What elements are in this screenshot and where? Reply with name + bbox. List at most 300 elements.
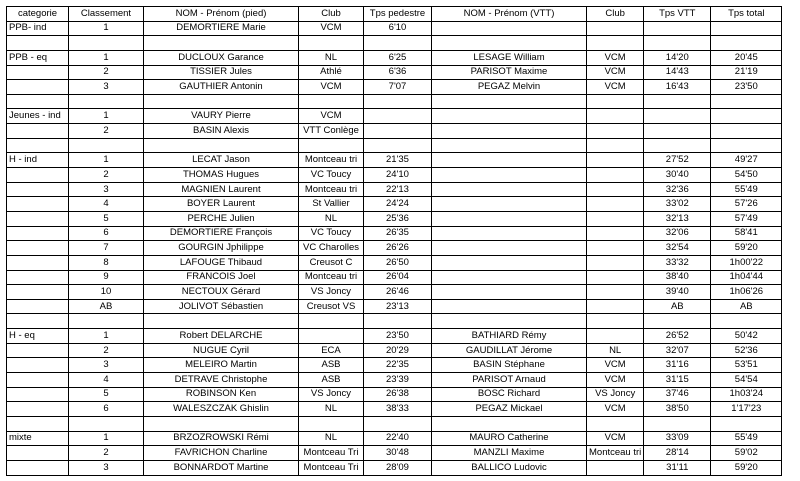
cell-club-pied: ASB bbox=[299, 358, 364, 373]
cell-nom-pied: MAGNIEN Laurent bbox=[144, 182, 299, 197]
cell-classement: 5 bbox=[69, 211, 144, 226]
cell-tps-pedestre bbox=[364, 314, 432, 329]
cell-classement: 5 bbox=[69, 387, 144, 402]
cell-tps-vtt: 32'06 bbox=[644, 226, 711, 241]
cell-nom-pied: GAUTHIER Antonin bbox=[144, 80, 299, 95]
cell-classement bbox=[69, 36, 144, 51]
cell-classement bbox=[69, 314, 144, 329]
cell-tps-total bbox=[711, 94, 782, 109]
cell-nom-vtt: BALLICO Ludovic bbox=[432, 460, 587, 475]
cell-tps-vtt: 33'02 bbox=[644, 197, 711, 212]
cell-nom-vtt: BASIN Stéphane bbox=[432, 358, 587, 373]
cell-club-pied: Montceau tri bbox=[299, 153, 364, 168]
table-row bbox=[7, 270, 782, 285]
cell-club-pied: ASB bbox=[299, 373, 364, 388]
header-nom-vtt: NOM - Prénom (VTT) bbox=[432, 7, 587, 22]
cell-nom-vtt: PEGAZ Melvin bbox=[432, 80, 587, 95]
cell-tps-pedestre: 24'10 bbox=[364, 168, 432, 183]
table-row bbox=[7, 241, 782, 256]
cell-classement: 1 bbox=[69, 109, 144, 124]
cell-tps-vtt: 38'50 bbox=[644, 402, 711, 417]
cell-categorie bbox=[7, 211, 69, 226]
cell-classement: 2 bbox=[69, 168, 144, 183]
cell-club-pied bbox=[299, 329, 364, 344]
cell-nom-vtt bbox=[432, 109, 587, 124]
table-row bbox=[7, 343, 782, 358]
cell-club-pied: Montceau tri bbox=[299, 270, 364, 285]
table-row bbox=[7, 226, 782, 241]
cell-tps-vtt bbox=[644, 416, 711, 431]
cell-categorie bbox=[7, 138, 69, 153]
cell-club-pied: Creusot VS bbox=[299, 299, 364, 314]
cell-club-pied bbox=[299, 138, 364, 153]
cell-club-vtt: VCM bbox=[587, 65, 644, 80]
cell-tps-total: 1h00'22 bbox=[711, 255, 782, 270]
cell-tps-vtt: 28'14 bbox=[644, 446, 711, 461]
cell-tps-pedestre: 30'48 bbox=[364, 446, 432, 461]
table-row bbox=[7, 416, 782, 431]
cell-categorie bbox=[7, 373, 69, 388]
cell-tps-total bbox=[711, 21, 782, 36]
table-row bbox=[7, 138, 782, 153]
cell-club-vtt bbox=[587, 211, 644, 226]
cell-nom-vtt bbox=[432, 168, 587, 183]
cell-nom-pied: BRZOZROWSKI Rémi bbox=[144, 431, 299, 446]
cell-club-pied bbox=[299, 314, 364, 329]
cell-nom-pied: DETRAVE Christophe bbox=[144, 373, 299, 388]
cell-nom-pied: WALESZCZAK Ghislin bbox=[144, 402, 299, 417]
cell-club-pied: VCM bbox=[299, 109, 364, 124]
cell-classement: 6 bbox=[69, 402, 144, 417]
cell-nom-pied: DEMORTIERE Marie bbox=[144, 21, 299, 36]
header-club-pied: Club bbox=[299, 7, 364, 22]
header-tps-pedestre: Tps pedestre bbox=[364, 7, 432, 22]
cell-categorie: H - ind bbox=[7, 153, 69, 168]
cell-club-vtt: VCM bbox=[587, 431, 644, 446]
cell-tps-pedestre: 38'33 bbox=[364, 402, 432, 417]
cell-tps-pedestre bbox=[364, 416, 432, 431]
cell-nom-pied: Robert DELARCHE bbox=[144, 329, 299, 344]
cell-tps-pedestre: 22'40 bbox=[364, 431, 432, 446]
table-row bbox=[7, 153, 782, 168]
table-row bbox=[7, 109, 782, 124]
cell-categorie bbox=[7, 168, 69, 183]
cell-nom-pied: LAFOUGE Thibaud bbox=[144, 255, 299, 270]
results-table bbox=[6, 6, 782, 476]
cell-club-pied: ECA bbox=[299, 343, 364, 358]
cell-classement: 1 bbox=[69, 50, 144, 65]
header-categorie: categorie bbox=[7, 7, 69, 22]
cell-nom-vtt: PARISOT Arnaud bbox=[432, 373, 587, 388]
cell-tps-vtt bbox=[644, 21, 711, 36]
cell-club-vtt bbox=[587, 109, 644, 124]
cell-categorie bbox=[7, 270, 69, 285]
cell-tps-vtt: 16'43 bbox=[644, 80, 711, 95]
cell-categorie bbox=[7, 65, 69, 80]
cell-club-pied: Montceau Tri bbox=[299, 460, 364, 475]
cell-club-vtt bbox=[587, 168, 644, 183]
cell-club-vtt: VCM bbox=[587, 80, 644, 95]
table-row bbox=[7, 197, 782, 212]
cell-tps-vtt: 31'15 bbox=[644, 373, 711, 388]
cell-nom-pied: THOMAS Hugues bbox=[144, 168, 299, 183]
cell-categorie bbox=[7, 299, 69, 314]
cell-tps-total: 21'19 bbox=[711, 65, 782, 80]
cell-club-pied bbox=[299, 36, 364, 51]
cell-nom-vtt: MANZLI Maxime bbox=[432, 446, 587, 461]
cell-tps-total bbox=[711, 416, 782, 431]
table-row bbox=[7, 402, 782, 417]
cell-classement: AB bbox=[69, 299, 144, 314]
table-row bbox=[7, 36, 782, 51]
cell-tps-total: 54'54 bbox=[711, 373, 782, 388]
cell-club-vtt bbox=[587, 36, 644, 51]
cell-nom-vtt bbox=[432, 124, 587, 139]
cell-nom-vtt bbox=[432, 241, 587, 256]
cell-nom-pied: VAURY Pierre bbox=[144, 109, 299, 124]
cell-club-vtt bbox=[587, 21, 644, 36]
cell-tps-total: 1h04'44 bbox=[711, 270, 782, 285]
cell-tps-vtt bbox=[644, 314, 711, 329]
cell-tps-pedestre: 26'46 bbox=[364, 285, 432, 300]
cell-nom-vtt: GAUDILLAT Jérome bbox=[432, 343, 587, 358]
cell-nom-pied: NUGUE Cyril bbox=[144, 343, 299, 358]
cell-tps-total bbox=[711, 314, 782, 329]
cell-tps-vtt: 37'46 bbox=[644, 387, 711, 402]
cell-club-vtt bbox=[587, 460, 644, 475]
cell-categorie bbox=[7, 255, 69, 270]
cell-club-vtt bbox=[587, 124, 644, 139]
cell-club-vtt: Montceau tri bbox=[587, 446, 644, 461]
cell-club-vtt: NL bbox=[587, 343, 644, 358]
cell-club-pied: VS Joncy bbox=[299, 387, 364, 402]
cell-tps-vtt bbox=[644, 109, 711, 124]
cell-nom-vtt: LESAGE William bbox=[432, 50, 587, 65]
cell-nom-vtt bbox=[432, 94, 587, 109]
cell-tps-pedestre: 26'50 bbox=[364, 255, 432, 270]
cell-categorie bbox=[7, 460, 69, 475]
cell-nom-vtt bbox=[432, 138, 587, 153]
cell-club-pied: VC Toucy bbox=[299, 226, 364, 241]
cell-club-vtt bbox=[587, 197, 644, 212]
cell-club-vtt bbox=[587, 255, 644, 270]
cell-club-pied: Creusot C bbox=[299, 255, 364, 270]
cell-classement bbox=[69, 138, 144, 153]
cell-tps-vtt: 33'32 bbox=[644, 255, 711, 270]
header-classement: Classement bbox=[69, 7, 144, 22]
cell-tps-vtt: 30'40 bbox=[644, 168, 711, 183]
cell-tps-pedestre: 23'50 bbox=[364, 329, 432, 344]
table-row bbox=[7, 358, 782, 373]
table-row bbox=[7, 80, 782, 95]
cell-tps-total: 59'20 bbox=[711, 460, 782, 475]
table-row bbox=[7, 94, 782, 109]
cell-categorie: mixte bbox=[7, 431, 69, 446]
cell-club-vtt bbox=[587, 299, 644, 314]
cell-club-vtt bbox=[587, 138, 644, 153]
cell-tps-pedestre: 7'07 bbox=[364, 80, 432, 95]
table-row bbox=[7, 314, 782, 329]
cell-club-pied: St Vallier bbox=[299, 197, 364, 212]
cell-classement: 3 bbox=[69, 460, 144, 475]
cell-club-vtt bbox=[587, 314, 644, 329]
cell-classement: 2 bbox=[69, 65, 144, 80]
cell-nom-vtt bbox=[432, 182, 587, 197]
cell-tps-total: 1h06'26 bbox=[711, 285, 782, 300]
cell-club-vtt bbox=[587, 285, 644, 300]
cell-classement: 2 bbox=[69, 343, 144, 358]
cell-nom-pied: DUCLOUX Garance bbox=[144, 50, 299, 65]
cell-tps-pedestre: 28'09 bbox=[364, 460, 432, 475]
cell-classement: 1 bbox=[69, 21, 144, 36]
cell-tps-total: 23'50 bbox=[711, 80, 782, 95]
header-row bbox=[7, 7, 782, 22]
cell-club-pied bbox=[299, 416, 364, 431]
cell-nom-vtt bbox=[432, 36, 587, 51]
cell-club-pied: Montceau tri bbox=[299, 182, 364, 197]
cell-club-vtt bbox=[587, 182, 644, 197]
cell-tps-total bbox=[711, 109, 782, 124]
cell-classement: 1 bbox=[69, 329, 144, 344]
cell-club-pied: Montceau Tri bbox=[299, 446, 364, 461]
cell-tps-pedestre: 23'39 bbox=[364, 373, 432, 388]
cell-tps-total: 1'17'23 bbox=[711, 402, 782, 417]
cell-nom-pied: BASIN Alexis bbox=[144, 124, 299, 139]
table-row bbox=[7, 299, 782, 314]
cell-nom-pied: NECTOUX Gérard bbox=[144, 285, 299, 300]
cell-tps-total: 57'49 bbox=[711, 211, 782, 226]
cell-classement: 3 bbox=[69, 80, 144, 95]
cell-tps-vtt: 26'52 bbox=[644, 329, 711, 344]
cell-nom-pied: LECAT Jason bbox=[144, 153, 299, 168]
cell-tps-pedestre: 6'10 bbox=[364, 21, 432, 36]
cell-tps-pedestre: 20'29 bbox=[364, 343, 432, 358]
cell-nom-vtt: PARISOT Maxime bbox=[432, 65, 587, 80]
cell-categorie bbox=[7, 285, 69, 300]
cell-tps-vtt: 39'40 bbox=[644, 285, 711, 300]
cell-tps-vtt bbox=[644, 94, 711, 109]
cell-club-vtt bbox=[587, 270, 644, 285]
cell-categorie bbox=[7, 446, 69, 461]
cell-tps-vtt: 32'13 bbox=[644, 211, 711, 226]
cell-nom-pied bbox=[144, 36, 299, 51]
cell-classement: 6 bbox=[69, 226, 144, 241]
cell-club-vtt: VS Joncy bbox=[587, 387, 644, 402]
table-row bbox=[7, 285, 782, 300]
cell-tps-vtt: 14'20 bbox=[644, 50, 711, 65]
cell-tps-pedestre bbox=[364, 109, 432, 124]
cell-tps-vtt bbox=[644, 36, 711, 51]
cell-classement: 4 bbox=[69, 197, 144, 212]
cell-nom-vtt bbox=[432, 255, 587, 270]
cell-classement: 3 bbox=[69, 358, 144, 373]
table-row bbox=[7, 373, 782, 388]
cell-nom-vtt bbox=[432, 299, 587, 314]
cell-tps-vtt: 27'52 bbox=[644, 153, 711, 168]
cell-tps-total: 1h03'24 bbox=[711, 387, 782, 402]
cell-tps-vtt bbox=[644, 124, 711, 139]
cell-tps-pedestre: 21'35 bbox=[364, 153, 432, 168]
cell-nom-pied bbox=[144, 138, 299, 153]
cell-classement: 10 bbox=[69, 285, 144, 300]
cell-classement: 4 bbox=[69, 373, 144, 388]
cell-tps-total: 49'27 bbox=[711, 153, 782, 168]
cell-categorie bbox=[7, 36, 69, 51]
cell-tps-total: 55'49 bbox=[711, 182, 782, 197]
header-club-vtt: Club bbox=[587, 7, 644, 22]
cell-classement: 1 bbox=[69, 153, 144, 168]
cell-tps-pedestre: 24'24 bbox=[364, 197, 432, 212]
cell-club-vtt bbox=[587, 329, 644, 344]
cell-tps-total: 57'26 bbox=[711, 197, 782, 212]
cell-tps-vtt: 14'43 bbox=[644, 65, 711, 80]
cell-classement: 3 bbox=[69, 182, 144, 197]
cell-nom-pied: PERCHE Julien bbox=[144, 211, 299, 226]
cell-club-pied: NL bbox=[299, 402, 364, 417]
table-row bbox=[7, 182, 782, 197]
cell-nom-pied: TISSIER Jules bbox=[144, 65, 299, 80]
cell-classement bbox=[69, 416, 144, 431]
cell-categorie bbox=[7, 226, 69, 241]
table-row bbox=[7, 65, 782, 80]
cell-club-pied: VTT Conlège bbox=[299, 124, 364, 139]
cell-categorie bbox=[7, 80, 69, 95]
cell-tps-total: AB bbox=[711, 299, 782, 314]
cell-tps-total: 54'50 bbox=[711, 168, 782, 183]
cell-tps-pedestre: 6'25 bbox=[364, 50, 432, 65]
cell-tps-total bbox=[711, 124, 782, 139]
cell-categorie: Jeunes - ind bbox=[7, 109, 69, 124]
cell-tps-total: 50'42 bbox=[711, 329, 782, 344]
cell-club-pied: VC Charolles bbox=[299, 241, 364, 256]
table-row bbox=[7, 460, 782, 475]
cell-nom-vtt: PEGAZ Mickael bbox=[432, 402, 587, 417]
cell-club-vtt: VCM bbox=[587, 50, 644, 65]
cell-tps-pedestre bbox=[364, 138, 432, 153]
table-row bbox=[7, 387, 782, 402]
header-tps-total: Tps total bbox=[711, 7, 782, 22]
cell-tps-vtt: 32'36 bbox=[644, 182, 711, 197]
cell-tps-pedestre bbox=[364, 124, 432, 139]
cell-tps-total: 53'51 bbox=[711, 358, 782, 373]
cell-nom-vtt bbox=[432, 211, 587, 226]
cell-classement: 1 bbox=[69, 431, 144, 446]
cell-tps-pedestre: 25'36 bbox=[364, 211, 432, 226]
cell-classement: 9 bbox=[69, 270, 144, 285]
cell-tps-vtt: 31'11 bbox=[644, 460, 711, 475]
cell-tps-total: 59'02 bbox=[711, 446, 782, 461]
cell-tps-pedestre: 26'35 bbox=[364, 226, 432, 241]
cell-categorie bbox=[7, 402, 69, 417]
cell-tps-total bbox=[711, 138, 782, 153]
cell-tps-pedestre: 23'13 bbox=[364, 299, 432, 314]
cell-nom-vtt bbox=[432, 416, 587, 431]
cell-club-pied: VCM bbox=[299, 21, 364, 36]
cell-tps-vtt: 31'16 bbox=[644, 358, 711, 373]
cell-nom-vtt bbox=[432, 153, 587, 168]
cell-tps-vtt: 32'54 bbox=[644, 241, 711, 256]
cell-tps-pedestre: 6'36 bbox=[364, 65, 432, 80]
cell-tps-total: 52'36 bbox=[711, 343, 782, 358]
cell-categorie bbox=[7, 94, 69, 109]
cell-tps-total: 20'45 bbox=[711, 50, 782, 65]
cell-nom-vtt: BATHIARD Rémy bbox=[432, 329, 587, 344]
cell-tps-pedestre: 26'26 bbox=[364, 241, 432, 256]
cell-club-vtt: VCM bbox=[587, 358, 644, 373]
header-tps-vtt: Tps VTT bbox=[644, 7, 711, 22]
cell-nom-pied: BONNARDOT Martine bbox=[144, 460, 299, 475]
table-row bbox=[7, 431, 782, 446]
cell-nom-vtt bbox=[432, 226, 587, 241]
cell-tps-total: 58'41 bbox=[711, 226, 782, 241]
cell-club-pied: NL bbox=[299, 431, 364, 446]
cell-club-vtt bbox=[587, 153, 644, 168]
cell-classement: 7 bbox=[69, 241, 144, 256]
cell-club-pied: VCM bbox=[299, 80, 364, 95]
cell-tps-pedestre: 26'38 bbox=[364, 387, 432, 402]
cell-classement: 2 bbox=[69, 446, 144, 461]
cell-club-pied: VC Toucy bbox=[299, 168, 364, 183]
cell-categorie bbox=[7, 416, 69, 431]
table-row bbox=[7, 168, 782, 183]
cell-nom-pied bbox=[144, 94, 299, 109]
cell-nom-vtt: MAURO Catherine bbox=[432, 431, 587, 446]
cell-club-pied: NL bbox=[299, 211, 364, 226]
cell-categorie: H - eq bbox=[7, 329, 69, 344]
cell-tps-pedestre: 26'04 bbox=[364, 270, 432, 285]
cell-nom-vtt bbox=[432, 197, 587, 212]
cell-club-vtt bbox=[587, 416, 644, 431]
table-row bbox=[7, 446, 782, 461]
cell-categorie bbox=[7, 387, 69, 402]
cell-club-vtt: VCM bbox=[587, 373, 644, 388]
cell-tps-total: 59'20 bbox=[711, 241, 782, 256]
cell-nom-pied: BOYER Laurent bbox=[144, 197, 299, 212]
cell-club-vtt bbox=[587, 241, 644, 256]
cell-categorie bbox=[7, 358, 69, 373]
table-row bbox=[7, 124, 782, 139]
cell-tps-vtt: 38'40 bbox=[644, 270, 711, 285]
cell-club-vtt: VCM bbox=[587, 402, 644, 417]
cell-classement: 2 bbox=[69, 124, 144, 139]
cell-club-pied: Athlé bbox=[299, 65, 364, 80]
cell-tps-total bbox=[711, 36, 782, 51]
table-row bbox=[7, 255, 782, 270]
cell-categorie: PPB- ind bbox=[7, 21, 69, 36]
cell-nom-pied: FAVRICHON Charline bbox=[144, 446, 299, 461]
cell-categorie bbox=[7, 241, 69, 256]
cell-categorie: PPB - eq bbox=[7, 50, 69, 65]
table-row bbox=[7, 329, 782, 344]
cell-nom-pied: GOURGIN Jphilippe bbox=[144, 241, 299, 256]
cell-club-pied: VS Joncy bbox=[299, 285, 364, 300]
cell-classement: 8 bbox=[69, 255, 144, 270]
cell-tps-vtt: AB bbox=[644, 299, 711, 314]
cell-categorie bbox=[7, 124, 69, 139]
cell-club-pied: NL bbox=[299, 50, 364, 65]
cell-nom-pied: FRANCOIS Joel bbox=[144, 270, 299, 285]
cell-nom-vtt bbox=[432, 270, 587, 285]
cell-nom-vtt bbox=[432, 21, 587, 36]
cell-nom-vtt bbox=[432, 285, 587, 300]
header-nom-pied: NOM - Prénom (pied) bbox=[144, 7, 299, 22]
cell-tps-total: 55'49 bbox=[711, 431, 782, 446]
cell-nom-pied: ROBINSON Ken bbox=[144, 387, 299, 402]
cell-categorie bbox=[7, 182, 69, 197]
cell-tps-pedestre: 22'35 bbox=[364, 358, 432, 373]
table-row bbox=[7, 50, 782, 65]
cell-tps-vtt: 32'07 bbox=[644, 343, 711, 358]
